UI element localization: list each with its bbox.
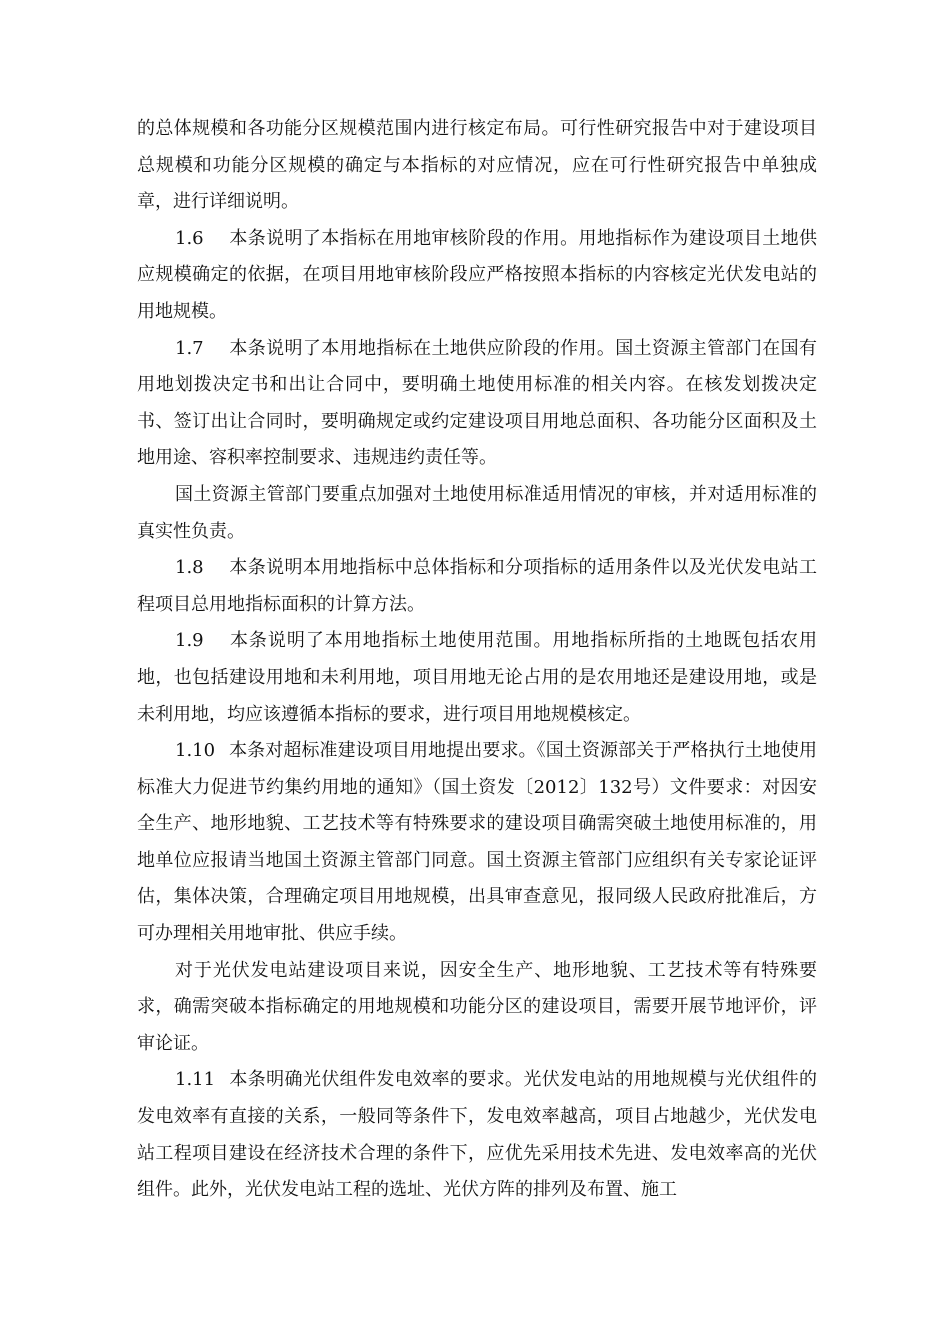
paragraph-text: 本条明确光伏组件发电效率的要求。光伏发电站的用地规模与光伏组件的发电效率有直接的关系，一般同等条件下，发电效率越高，项目占地越少，光伏发电站工程项目建设在经济技术合理的条件下，应优先采用技术先进、发电效率高的光伏组件。此外，光伏发电站工程的选址、光伏方阵的排列及布置、施工	[137, 1069, 817, 1201]
clause-1-10	[137, 733, 817, 953]
paragraph-text: 本条说明了本指标在用地审核阶段的作用。用地指标作为建设项目土地供应规模确定的依据，在项目用地审核阶段应严格按照本指标的内容核定光伏发电站的用地规模。	[137, 227, 817, 322]
clause-number: 1.6	[175, 227, 204, 249]
paragraph-text: 本条说明本用地指标中总体指标和分项指标的适用条件以及光伏发电站工程项目总用地指标面积的计算方法。	[137, 557, 817, 615]
clause-number: 1.7	[175, 337, 204, 359]
clause-1-11	[137, 1062, 817, 1208]
paragraph-text: 国土资源主管部门要重点加强对土地使用标准适用情况的审核，并对适用标准的真实性负责。	[137, 483, 817, 542]
paragraph-text: 本条对超标准建设项目用地提出要求。《国土资源部关于严格执行土地使用标准大力促进节约集约用地的通知》（国土资发〔2012〕132号）文件要求：对因安全生产、地形地貌、工艺技术等有特殊要求的建设项目确需突破土地使用标准的，用地单位应报请当地国土资源主管部门同意。国土资源主管部门应组织有关专家论证评估，集体决策，合理确定项目用地规模，出具审查意见，报同级人民政府批准后，方可办理相关用地审批、供应手续。	[137, 740, 817, 945]
clause-number: 1.11	[175, 1069, 216, 1091]
clause-1-10-continued	[137, 953, 817, 1063]
paragraph-text: 的总体规模和各功能分区规模范围内进行核定布局。可行性研究报告中对于建设项目总规模和功能分区规模的确定与本指标的对应情况，应在可行性研究报告中单独成章，进行详细说明。	[137, 118, 817, 213]
paragraph-continuation	[137, 111, 817, 221]
paragraph-text: 对于光伏发电站建设项目来说，因安全生产、地形地貌、工艺技术等有特殊要求，确需突破本指标确定的用地规模和功能分区的建设项目，需要开展节地评价，评审论证。	[137, 959, 817, 1054]
paragraph-text: 本条说明了本用地指标在土地供应阶段的作用。国土资源主管部门在国有用地划拨决定书和出让合同中，要明确土地使用标准的相关内容。在核发划拨决定书、签订出让合同时，要明确规定或约定建设项目用地总面积、各功能分区面积及土地用途、容积率控制要求、违规违约责任等。	[137, 337, 817, 469]
clause-number: 1.9	[175, 630, 204, 652]
clause-number: 1.8	[175, 557, 204, 579]
clause-1-7	[137, 331, 817, 477]
clause-1-7-continued	[137, 477, 817, 550]
clause-1-6	[137, 221, 817, 331]
paragraph-text: 本条说明了本用地指标土地使用范围。用地指标所指的土地既包括农用地，也包括建设用地和未利用地，项目用地无论占用的是农用地还是建设用地，或是未利用地，均应该遵循本指标的要求，进行项目用地规模核定。	[137, 630, 817, 725]
clause-1-8	[137, 550, 817, 623]
clause-1-9	[137, 623, 817, 733]
clause-number: 1.10	[175, 740, 216, 762]
document-body	[137, 111, 817, 1209]
